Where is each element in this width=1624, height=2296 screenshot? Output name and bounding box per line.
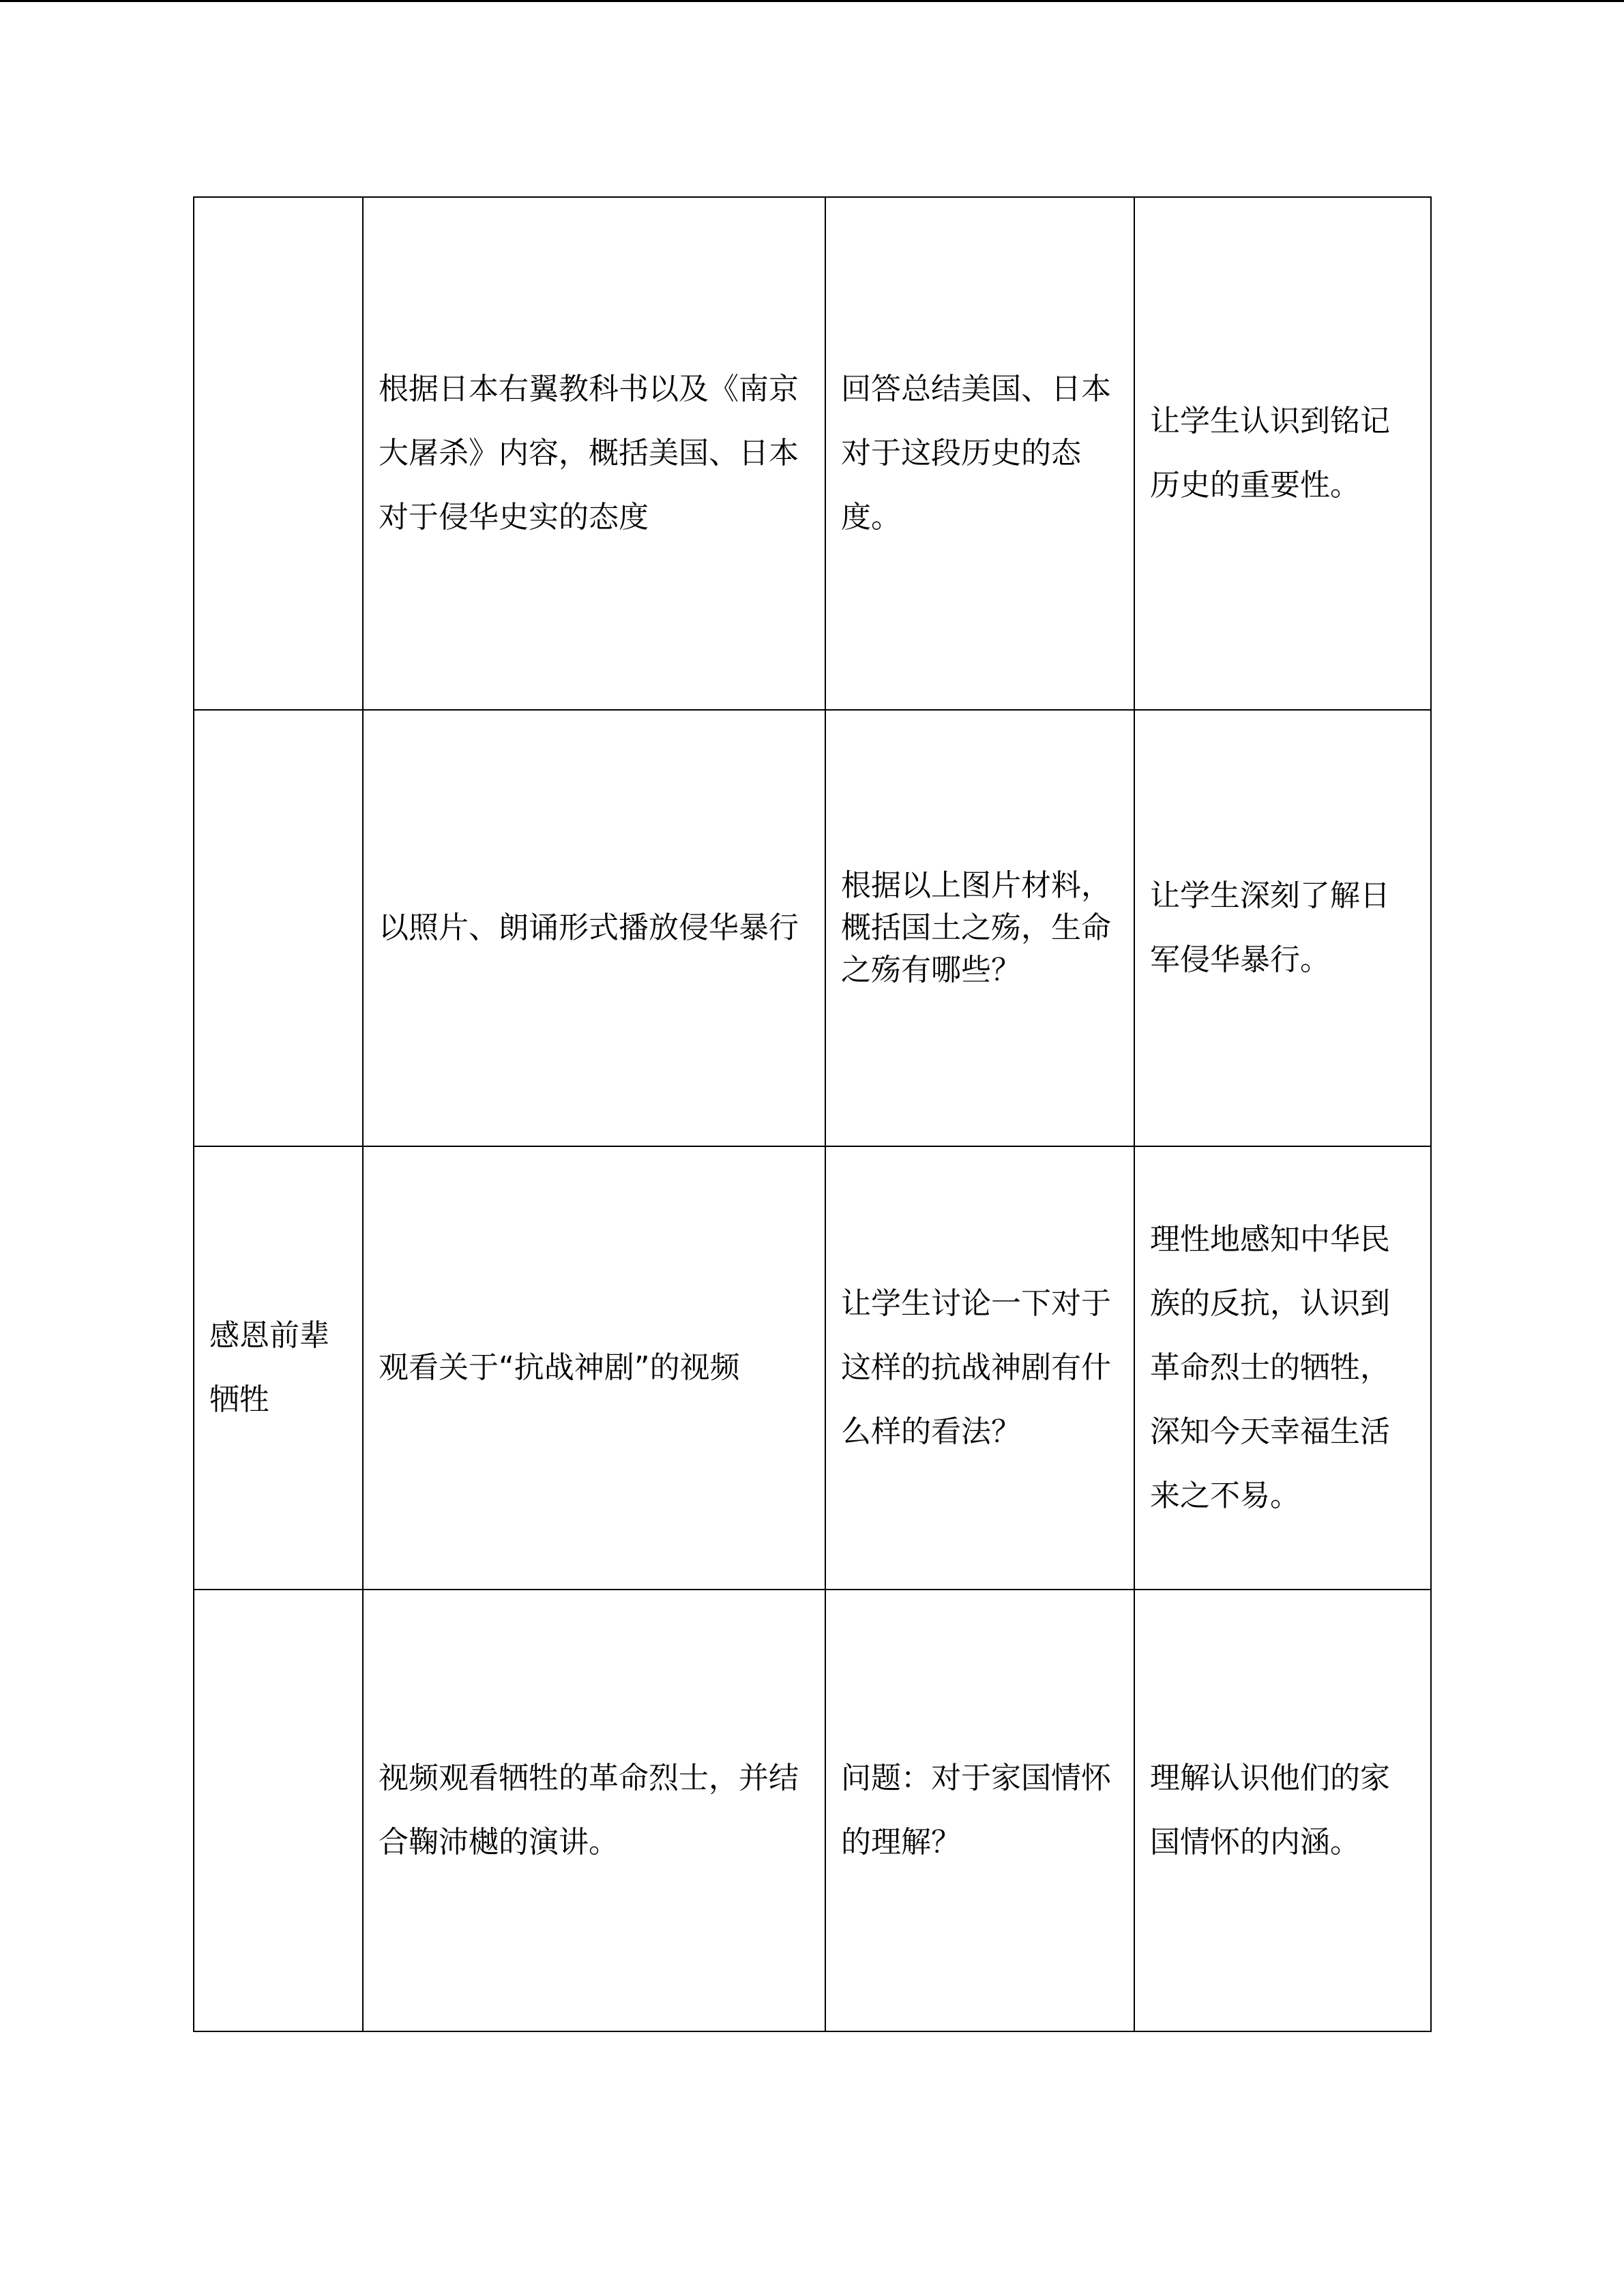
stage-cell bbox=[194, 1590, 363, 2031]
design-intent-text: 让学生认识到铭记历史的重要性。 bbox=[1150, 404, 1390, 503]
design-intent-cell bbox=[1134, 1146, 1431, 1590]
table-row bbox=[194, 1590, 1431, 2031]
student-activity-cell bbox=[825, 1590, 1134, 2031]
stage-cell bbox=[194, 197, 363, 710]
stage-cell bbox=[194, 1146, 363, 1590]
teacher-activity-cell bbox=[363, 197, 825, 710]
student-activity-cell bbox=[825, 710, 1134, 1146]
student-activity-text: 根据以上图片材料，概括国土之殇，生命之殇有哪些？ bbox=[841, 868, 1111, 987]
teacher-activity-cell bbox=[363, 1146, 825, 1590]
table-row bbox=[194, 197, 1431, 710]
teacher-activity-text: 根据日本右翼教科书以及《南京大屠杀》内容，概括美国、日本对于侵华史实的态度 bbox=[379, 372, 799, 535]
design-intent-cell bbox=[1134, 710, 1431, 1146]
teacher-activity-text: 以照片、朗诵形式播放侵华暴行 bbox=[379, 910, 799, 945]
design-intent-text: 理性地感知中华民族的反抗，认识到革命烈士的牺牲，深知今天幸福生活来之不易。 bbox=[1150, 1222, 1390, 1513]
student-activity-text: 回答总结美国、日本对于这段历史的态度。 bbox=[841, 372, 1111, 535]
teacher-activity-cell bbox=[363, 1590, 825, 2031]
student-activity-text: 问题：对于家国情怀的理解？ bbox=[841, 1761, 1111, 1860]
design-intent-cell bbox=[1134, 1590, 1431, 2031]
table-row bbox=[194, 710, 1431, 1146]
teacher-activity-text: 视频观看牺牲的革命烈士，并结合鞠沛樾的演讲。 bbox=[379, 1761, 799, 1860]
student-activity-cell bbox=[825, 1146, 1134, 1590]
design-intent-text: 理解认识他们的家国情怀的内涵。 bbox=[1150, 1761, 1390, 1860]
teacher-activity-cell bbox=[363, 710, 825, 1146]
teacher-activity-text: 观看关于“抗战神剧”的视频 bbox=[379, 1350, 740, 1385]
design-intent-cell bbox=[1134, 197, 1431, 710]
page-top-border bbox=[0, 0, 1624, 2]
table-row bbox=[194, 1146, 1431, 1590]
student-activity-cell bbox=[825, 197, 1134, 710]
student-activity-text: 让学生讨论一下对于这样的抗战神剧有什么样的看法？ bbox=[841, 1286, 1111, 1449]
design-intent-text: 让学生深刻了解日军侵华暴行。 bbox=[1150, 878, 1390, 977]
stage-cell bbox=[194, 710, 363, 1146]
stage-text: 感恩前辈牺牲 bbox=[209, 1318, 329, 1417]
lesson-plan-table bbox=[193, 196, 1432, 2032]
